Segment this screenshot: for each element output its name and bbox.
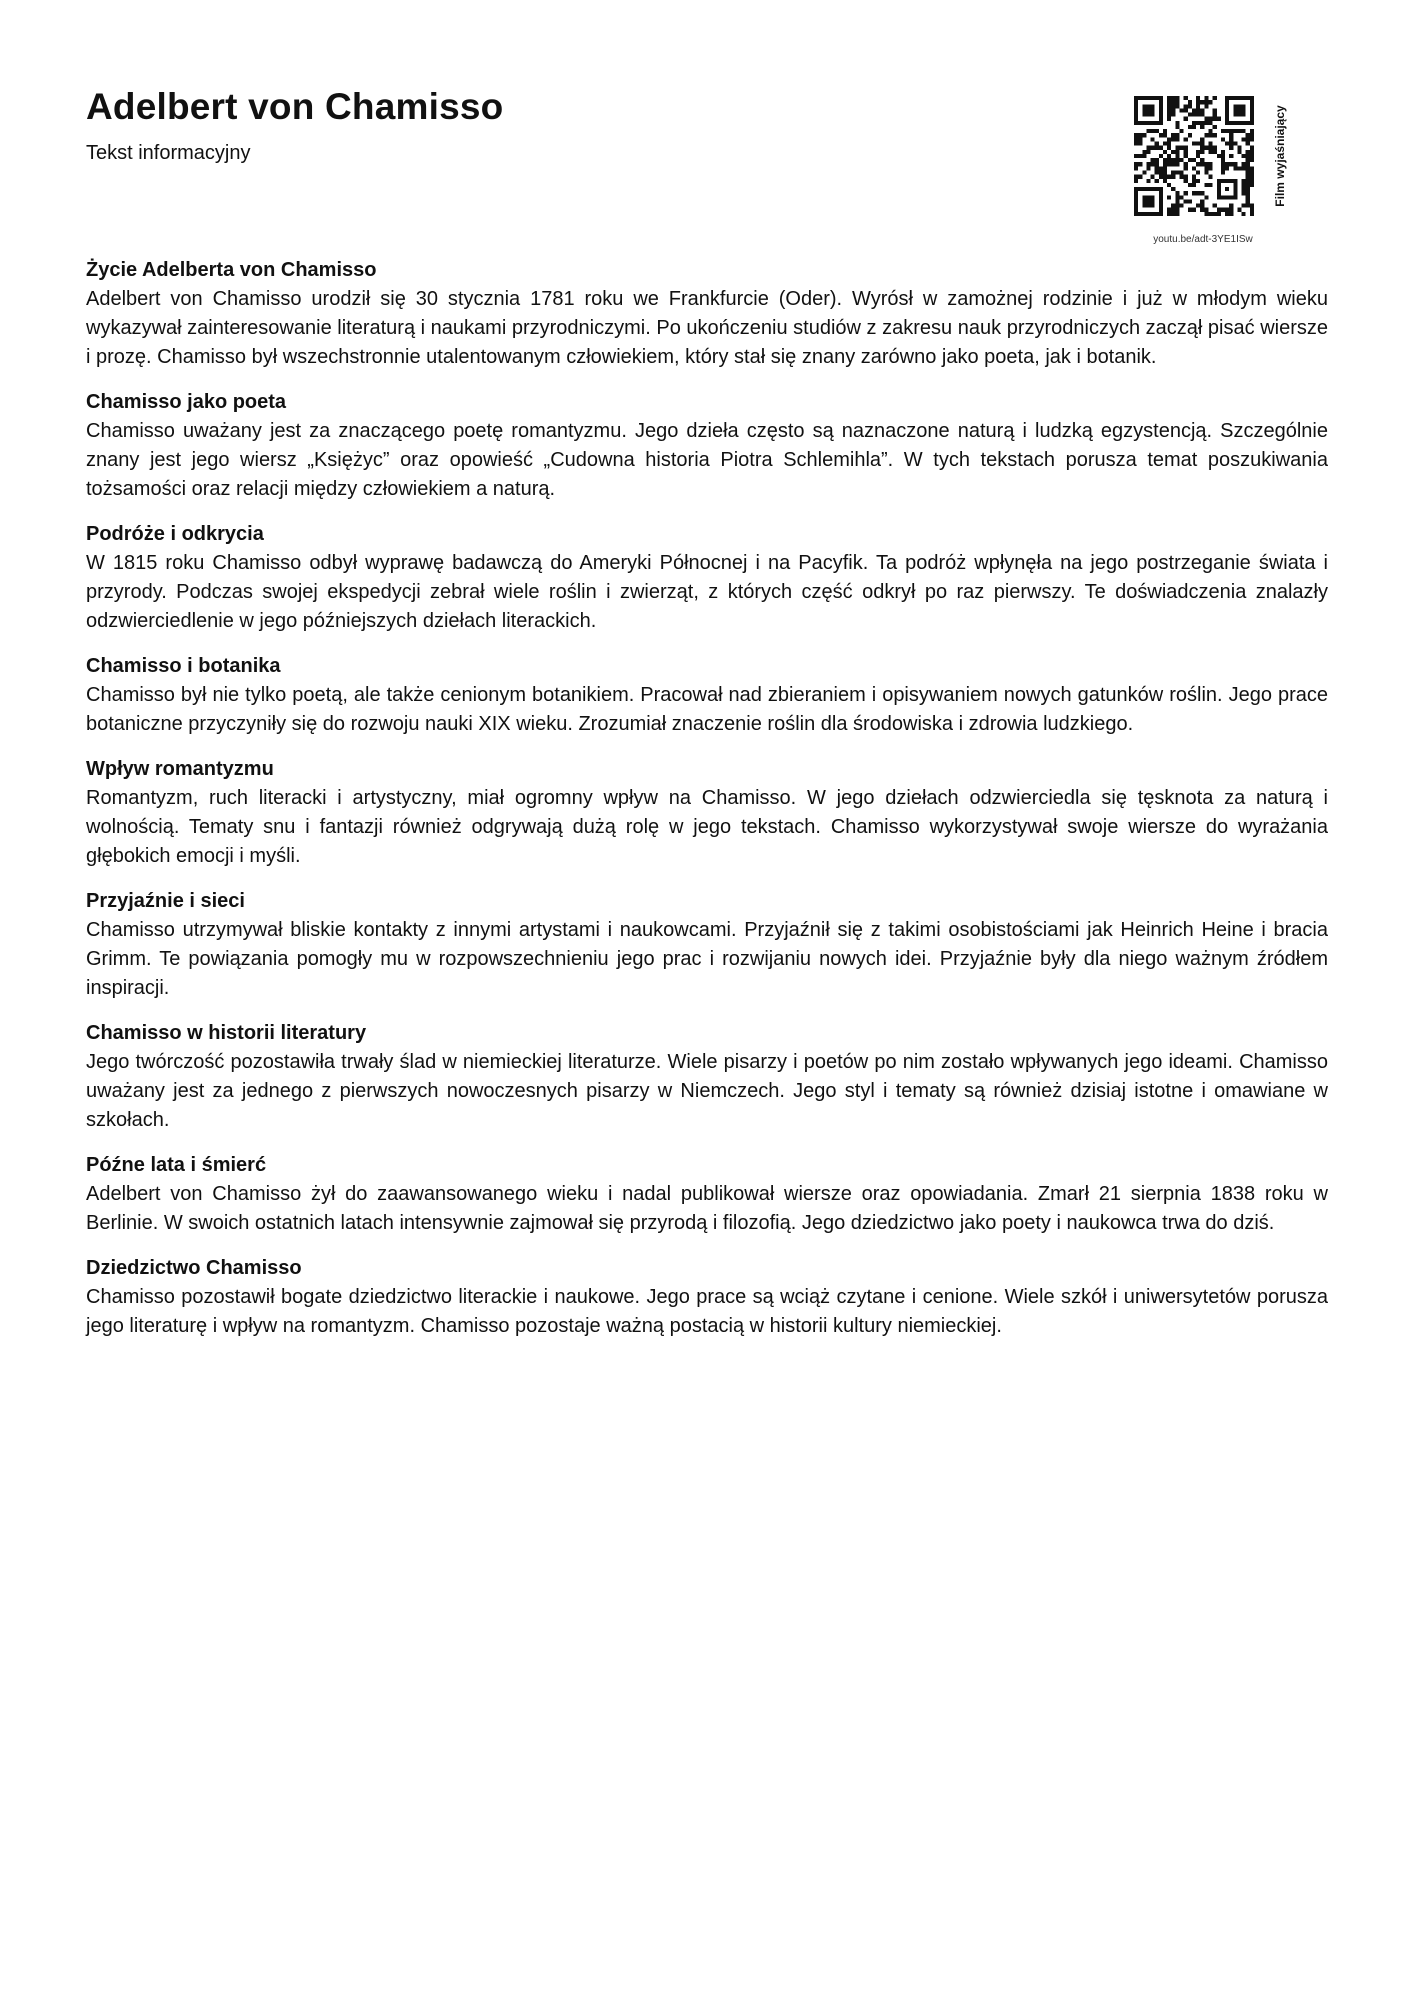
section-body: Chamisso był nie tylko poetą, ale także cenionym botanikiem. Pracował nad zbieraniem i opisywaniem nowych gatunków roślin. Jego prace botaniczne przyczyniły się do rozwoju nauki XIX wieku. Zrozumiał znaczenie roślin dla środowiska i zdrowia ludzkiego.: [86, 684, 1328, 735]
section-heading: Chamisso jako poeta: [86, 391, 287, 413]
section-heading: Dziedzictwo Chamisso: [86, 1257, 302, 1279]
qr-block: [1120, 96, 1300, 252]
section-body: Jego twórczość pozostawiła trwały ślad w niemieckiej literaturze. Wiele pisarzy i poetów po nim zostało wpływanych jego ideami. Chamisso uważany jest za jednego z pierwszych nowoczesnych pisarzy w Niemczech. Jego styl i tematy są również dzisiaj istotne i omawiane w szkołach.: [86, 1051, 1328, 1131]
page-subtitle: Tekst informacyjny: [86, 142, 251, 164]
section-heading: Chamisso w historii literatury: [86, 1022, 367, 1044]
section-life: [86, 256, 1328, 372]
section-botany: [86, 652, 1328, 739]
section-heading: Wpływ romantyzmu: [86, 758, 274, 780]
section-travels: [86, 520, 1328, 636]
section-body: Chamisso uważany jest za znaczącego poetę romantyzmu. Jego dzieła często są naznaczone naturą i ludzką egzystencją. Szczególnie znany jest jego wiersz „Księżyc” oraz opowieść „Cudowna historia Piotra Schlemihla”. W tych tekstach porusza temat poszukiwania tożsamości oraz relacji między człowiekiem a naturą.: [86, 420, 1328, 500]
section-friendships: [86, 887, 1328, 1003]
section-heading: Późne lata i śmierć: [86, 1154, 267, 1176]
page-title: Adelbert von Chamisso: [86, 86, 504, 127]
qr-caption: Film wyjaśniający: [1273, 105, 1287, 207]
qr-url[interactable]: youtu.be/adt-3YE1ISw: [1153, 234, 1253, 245]
section-heading: Podróże i odkrycia: [86, 523, 264, 545]
section-body: Romantyzm, ruch literacki i artystyczny, miał ogromny wpływ na Chamisso. W jego dziełach odzwierciedla się tęsknota za naturą i wolnością. Tematy snu i fantazji również odgrywają dużą rolę w jego tekstach. Chamisso wykorzystywał swoje wiersze do wyrażania głębokich emocji i myśli.: [86, 787, 1328, 867]
section-body: Adelbert von Chamisso urodził się 30 stycznia 1781 roku we Frankfurcie (Oder). Wyrósł w zamożnej rodzinie i już w młodym wieku wykazywał zainteresowanie literaturą i naukami przyrodniczymi. Po ukończeniu studiów z zakresu nauk przyrodniczych zaczął pisać wiersze i prozę. Chamisso był wszechstronnie utalentowanym człowiekiem, który stał się znany zarówno jako poeta, jak i botanik.: [86, 288, 1328, 368]
section-body: Chamisso pozostawił bogate dziedzictwo literackie i naukowe. Jego prace są wciąż czytane i cenione. Wiele szkół i uniwersytetów porusza jego literaturę i wpływ na romantyzm. Chamisso pozostaje ważną postacią w historii kultury niemieckiej.: [86, 1286, 1328, 1337]
section-body: W 1815 roku Chamisso odbył wyprawę badawczą do Ameryki Północnej i na Pacyfik. Ta podróż wpłynęła na jego postrzeganie świata i przyrody. Podczas swojej ekspedycji zebrał wiele roślin i zwierząt, z których część odkrył po raz pierwszy. Te doświadczenia znalazły odzwierciedlenie w jego późniejszych dziełach literackich.: [86, 552, 1328, 632]
section-late-years: [86, 1151, 1328, 1238]
section-heading: Przyjaźnie i sieci: [86, 890, 245, 912]
article-content: [86, 256, 1328, 1357]
section-heading: Chamisso i botanika: [86, 655, 281, 677]
section-poet: [86, 388, 1328, 504]
section-body: Adelbert von Chamisso żył do zaawansowanego wieku i nadal publikował wiersze oraz opowiadania. Zmarł 21 sierpnia 1838 roku w Berlinie. W swoich ostatnich latach intensywnie zajmował się przyrodą i filozofią. Jego dziedzictwo jako poety i naukowca trwa do dziś.: [86, 1183, 1328, 1234]
section-romanticism: [86, 755, 1328, 871]
section-literary-history: [86, 1019, 1328, 1135]
qr-code-icon[interactable]: [1134, 96, 1254, 216]
section-heading: Życie Adelberta von Chamisso: [86, 259, 377, 281]
section-body: Chamisso utrzymywał bliskie kontakty z innymi artystami i naukowcami. Przyjaźnił się z takimi osobistościami jak Heinrich Heine i bracia Grimm. Te powiązania pomogły mu w rozpowszechnieniu jego prac i rozwijaniu nowych idei. Przyjaźnie były dla niego ważnym źródłem inspiracji.: [86, 919, 1328, 999]
section-legacy: [86, 1254, 1328, 1341]
